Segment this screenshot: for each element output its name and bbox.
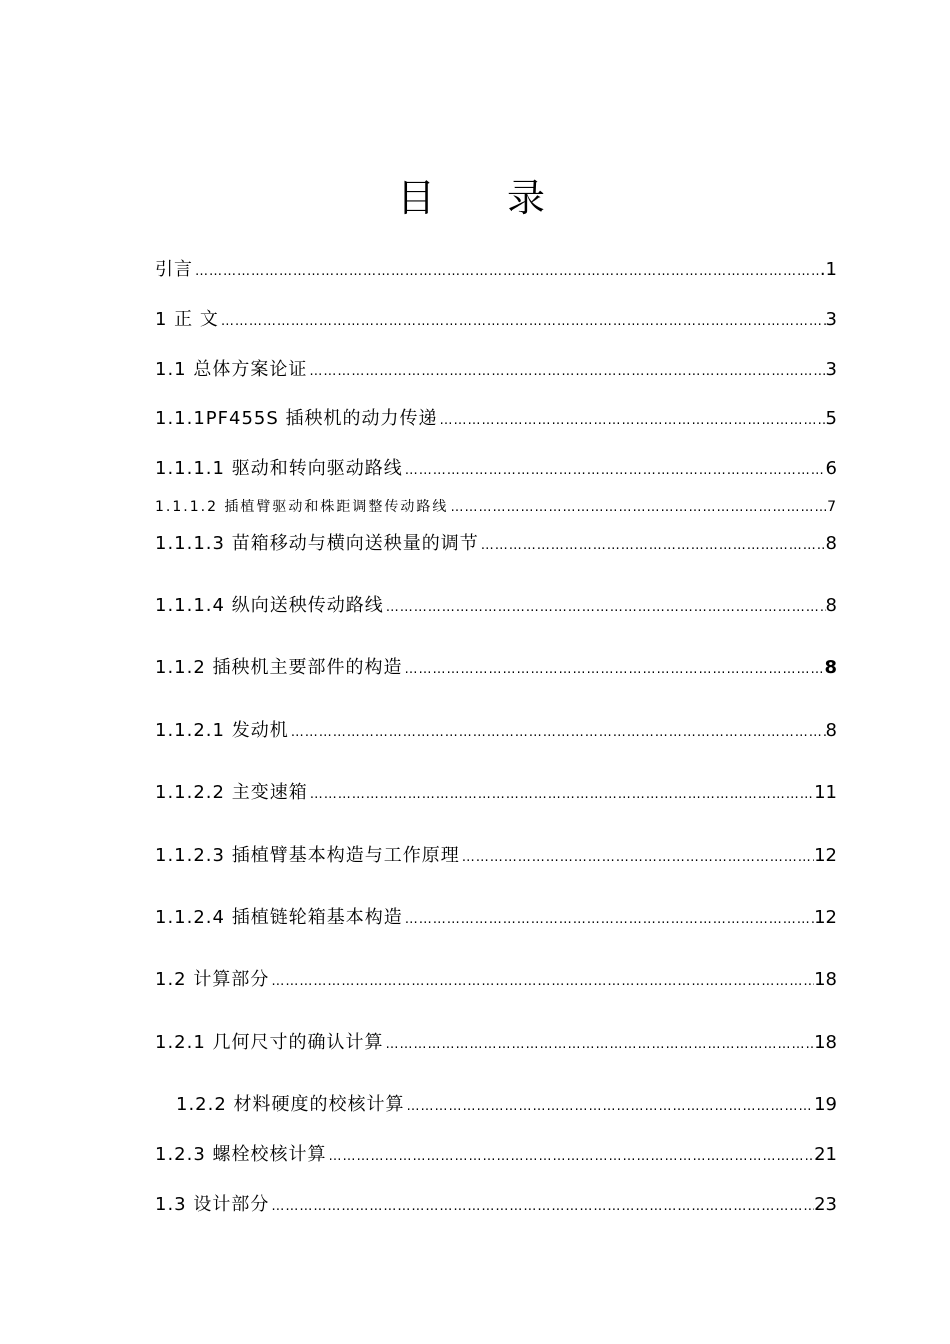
toc-entry-label: 1.2.3 螺栓校核计算 [155, 1144, 327, 1165]
toc-entry [155, 1143, 837, 1169]
toc-entry-label: 1.1.2.4 插植链轮箱基本构造 [155, 907, 403, 928]
dot-leader [403, 658, 825, 682]
toc-entry-label: 1.2.2 材料硬度的校核计算 [176, 1094, 405, 1115]
dot-leader [384, 596, 826, 620]
toc-entry-label: 1.3 设计部分 [155, 1194, 270, 1215]
toc-entry-label: 1.2 计算部分 [155, 969, 270, 990]
toc-entry-label: 1.1.1PF455S 插秧机的动力传递 [155, 408, 438, 429]
dot-leader [269, 970, 814, 994]
dot-leader [307, 360, 825, 384]
toc-entry-label: 1.1.2 插秧机主要部件的构造 [155, 657, 403, 678]
toc-entry-page: 5 [825, 408, 837, 429]
toc-entry-label: 1 正 文 [155, 309, 219, 330]
toc-entry-page: 23 [814, 1194, 837, 1215]
toc-entry-page: 18 [814, 969, 837, 990]
toc-entry-page: 8 [825, 720, 837, 741]
toc-entry [155, 1031, 837, 1057]
dot-leader [403, 908, 814, 932]
toc-entry-page: 12 [814, 907, 837, 928]
dot-leader [479, 534, 826, 558]
toc-entry-page: 21 [814, 1144, 837, 1165]
toc-entry [155, 781, 837, 807]
dot-leader [269, 1195, 814, 1219]
toc-entry-page: 7 [827, 499, 837, 515]
toc-entry-label: 1.1.1.2 插植臂驱动和株距调整传动路线 [155, 499, 449, 515]
dot-leader [327, 1145, 815, 1169]
toc-entry-label: 1.1.2.2 主变速箱 [155, 782, 308, 803]
toc-entry-label: 1.1.2.3 插植臂基本构造与工作原理 [155, 845, 460, 866]
dot-leader [219, 310, 826, 334]
dot-leader [403, 459, 826, 483]
toc-title: 目 录 [396, 176, 576, 220]
toc-entry [155, 258, 837, 284]
toc-entry-page: 19 [814, 1094, 837, 1115]
toc-entry [155, 495, 837, 520]
toc-entry [155, 844, 837, 870]
toc-entry-label: 1.1.1.4 纵向送秧传动路线 [155, 595, 384, 616]
toc-entry [155, 457, 837, 483]
toc-entry-page: 12 [814, 845, 837, 866]
toc-entry [155, 719, 837, 745]
toc-entry [155, 968, 837, 994]
toc-entry-page: .1 [819, 259, 837, 280]
toc-entry [155, 407, 837, 433]
toc-entry-page: 3 [825, 309, 837, 330]
toc-entry [155, 308, 837, 334]
dot-leader [448, 496, 827, 520]
toc-entry [176, 1093, 837, 1119]
toc-entry-label: 1.1.1.3 苗箱移动与横向送秧量的调节 [155, 533, 479, 554]
dot-leader [384, 1033, 815, 1057]
dot-leader [308, 783, 814, 807]
toc-entry-page: 18 [814, 1032, 837, 1053]
toc-entry-label: 1.1 总体方案论证 [155, 359, 308, 380]
toc-entry [155, 656, 837, 682]
toc-entry-page: 11 [814, 782, 837, 803]
toc-entry [155, 532, 837, 558]
toc-entry-label: 1.1.1.1 驱动和转向驱动路线 [155, 458, 403, 479]
toc-entry [155, 1193, 837, 1219]
toc-entry-page: 8 [825, 533, 837, 554]
toc-entry-label: 引言 [155, 259, 193, 280]
toc-entry-page: 6 [825, 458, 837, 479]
dot-leader [438, 409, 826, 433]
toc-entry-label: 1.2.1 几何尺寸的确认计算 [155, 1032, 384, 1053]
dot-leader [405, 1095, 815, 1119]
dot-leader [289, 721, 826, 745]
toc-entry-page: 8 [825, 595, 837, 616]
toc-entry [155, 594, 837, 620]
toc-entry [155, 906, 837, 932]
toc-entry [155, 358, 837, 384]
dot-leader [193, 260, 820, 284]
toc-entry-page: 8 [824, 657, 837, 678]
toc-entry-label: 1.1.2.1 发动机 [155, 720, 289, 741]
toc-entry-page: 3 [825, 359, 837, 380]
dot-leader [460, 846, 814, 870]
